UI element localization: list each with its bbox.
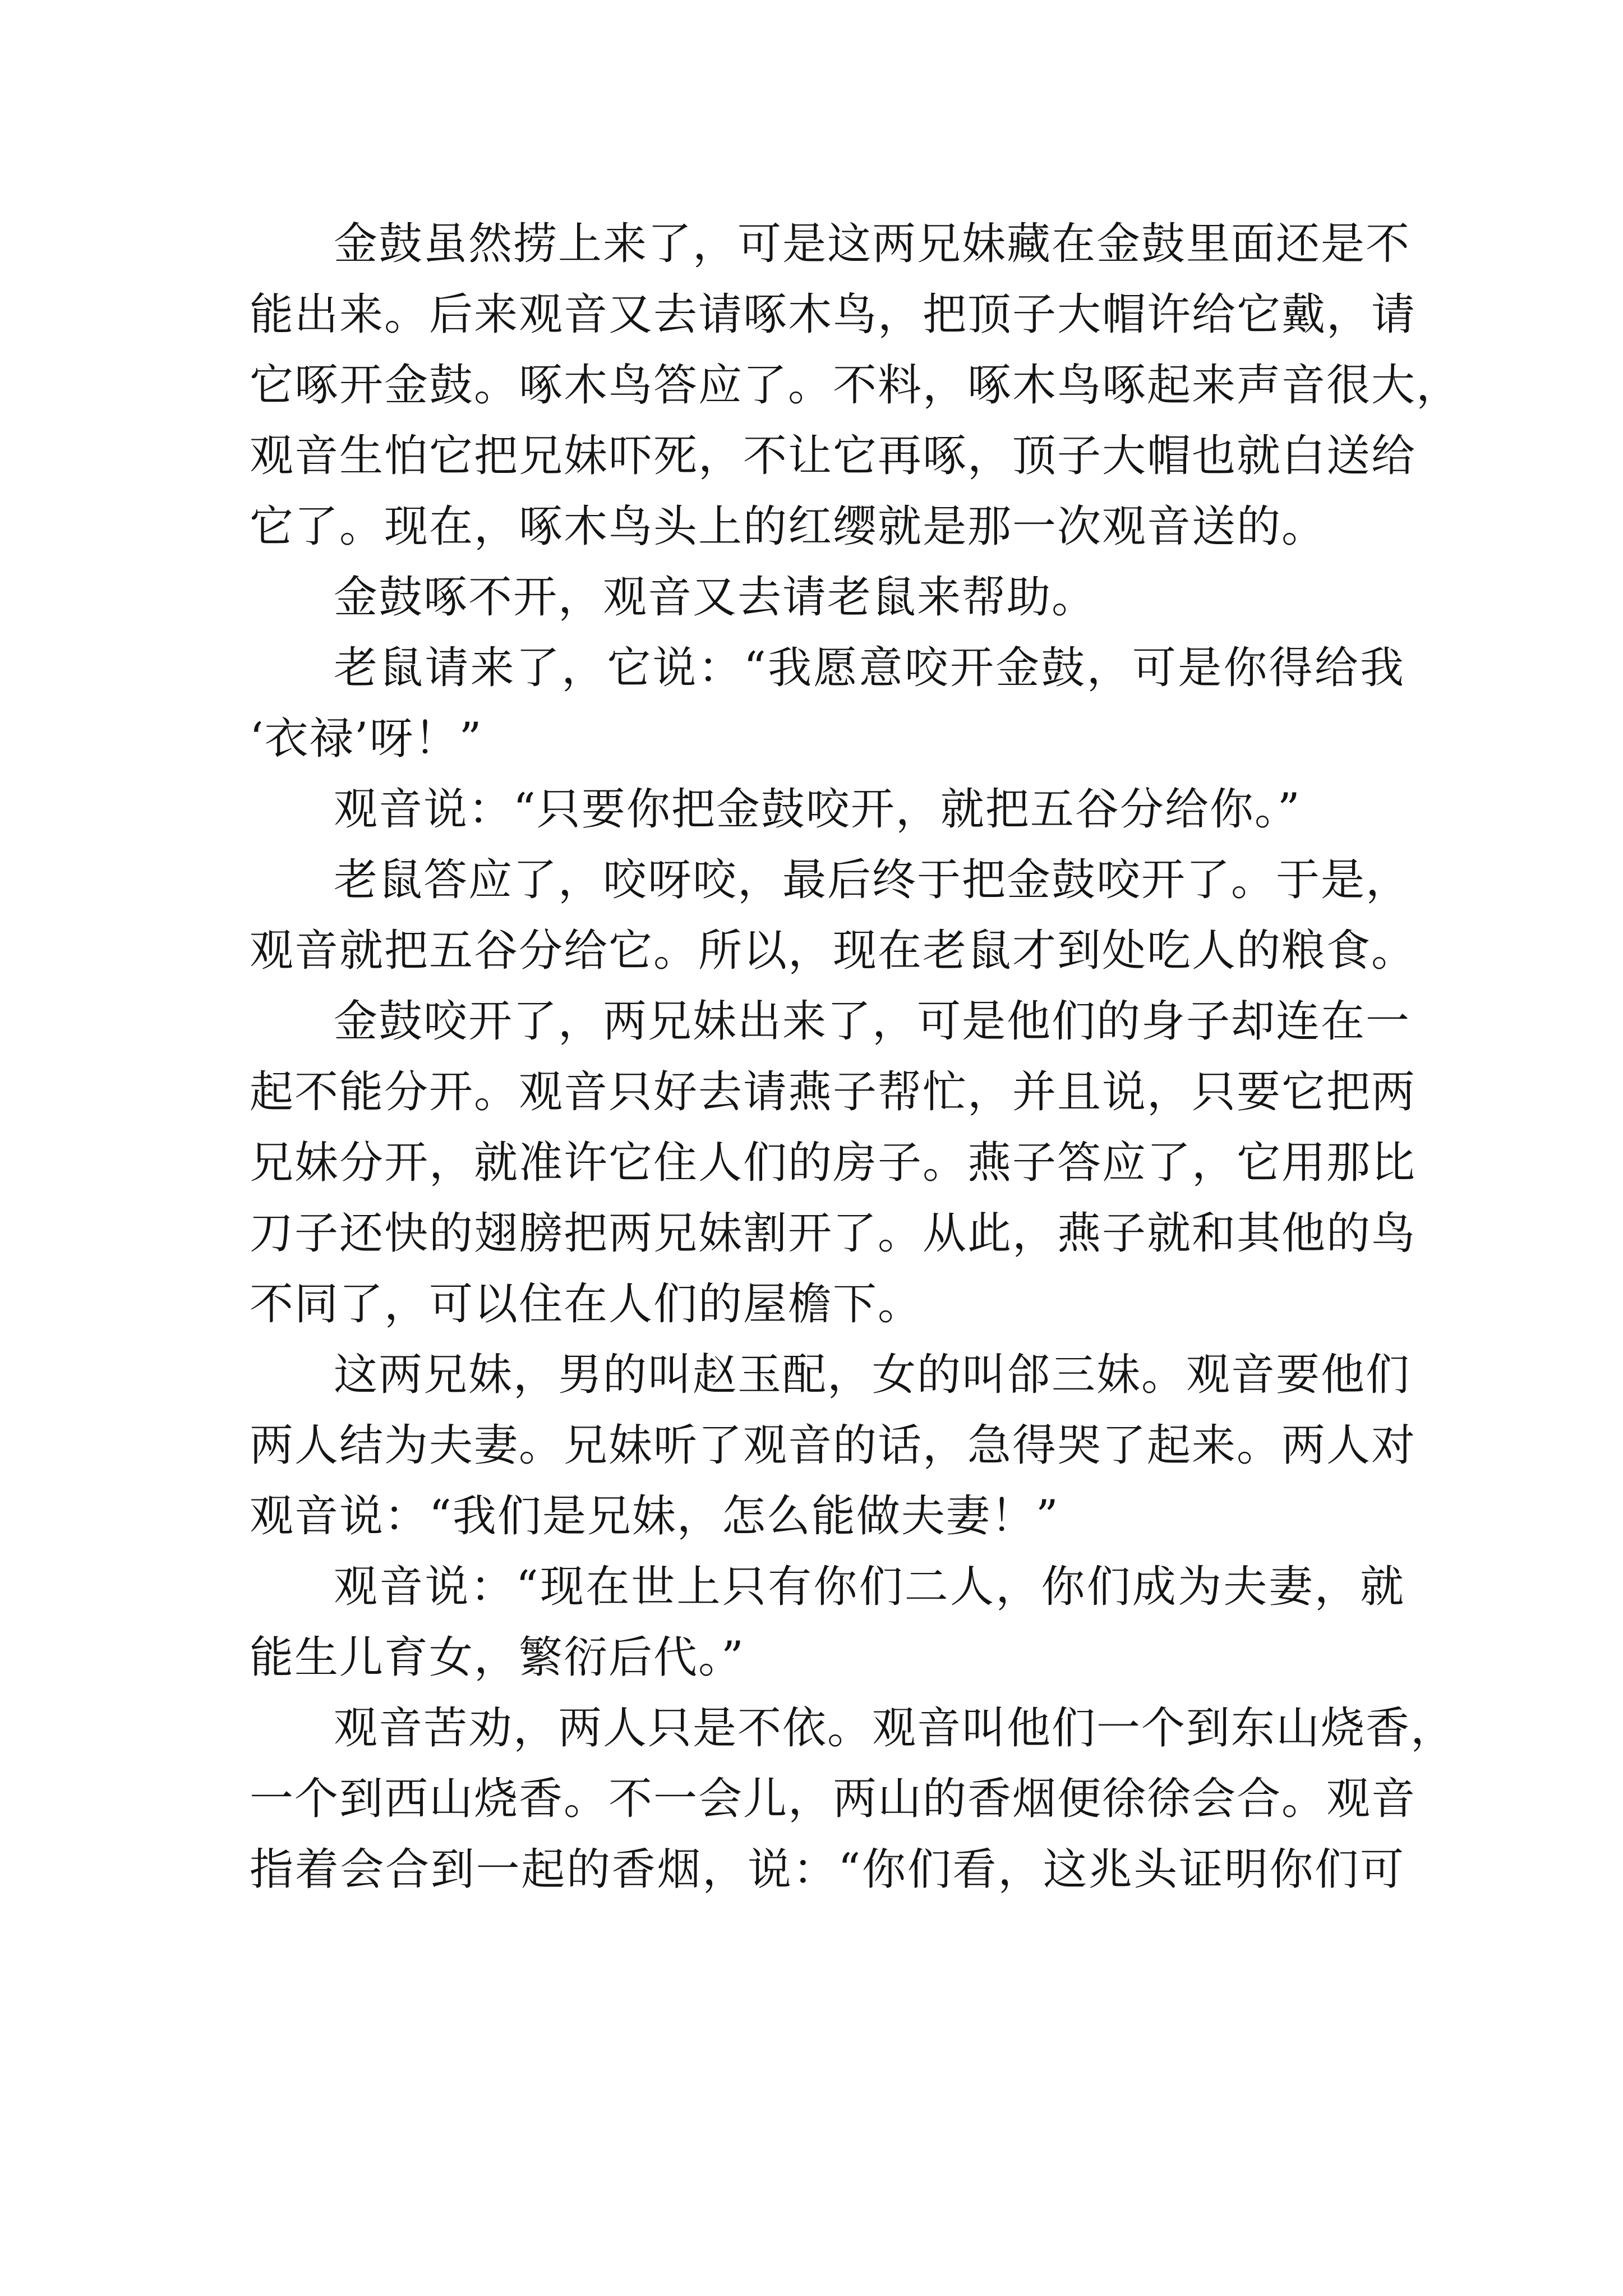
text-line: 一个到西山烧香。不一会儿，两山的香烟便徐徐会合。观音 (250, 1774, 1417, 1824)
text-line: 这两兄妹，男的叫赵玉配，女的叫郃三妹。观音要他们 (334, 1350, 1411, 1400)
text-line: 金鼓咬开了，两兄妹出来了，可是他们的身子却连在一 (334, 996, 1411, 1047)
text-line: 刀子还快的翅膀把两兄妹割开了。从此，燕子就和其他的鸟 (250, 1208, 1417, 1259)
text-line: 金鼓虽然捞上来了，可是这两兄妹藏在金鼓里面还是不 (334, 219, 1411, 269)
document-page (250, 209, 1461, 1905)
text-line: 能出来。后来观音又去请啄木鸟，把顶子大帽许给它戴，请 (250, 289, 1417, 340)
text-line: 金鼓啄不开，观音又去请老鼠来帮助。 (334, 572, 1097, 623)
text-line: 老鼠请来了，它说：“我愿意咬开金鼓，可是你得给我 (334, 643, 1405, 693)
text-line: 能生儿育女，繁衍后代。” (250, 1632, 745, 1683)
text-line: 起不能分开。观音只好去请燕子帮忙，并且说，只要它把两 (250, 1067, 1417, 1117)
text-line: 观音说：“我们是兄妹，怎么能做夫妻！” (250, 1491, 1059, 1542)
text-line: 观音生怕它把兄妹吓死，不让它再啄，顶子大帽也就白送给 (250, 431, 1417, 481)
text-line: 老鼠答应了，咬呀咬，最后终于把金鼓咬开了。于是， (334, 855, 1411, 905)
text-line: 观音说：“现在世上只有你们二人，你们成为夫妻，就 (334, 1562, 1405, 1612)
text-line: ‘衣禄’呀！” (250, 714, 483, 764)
text-line: 观音说：“只要你把金鼓咬开，就把五谷分给你。” (334, 784, 1301, 835)
text-line: 不同了，可以住在人们的屋檐下。 (250, 1279, 923, 1329)
text-line: 它啄开金鼓。啄木鸟答应了。不料，啄木鸟啄起来声音很大， (250, 360, 1461, 411)
text-line: 观音苦劝，两人只是不依。观音叫他们一个到东山烧香， (334, 1703, 1456, 1754)
text-line: 它了。现在，啄木鸟头上的红缨就是那一次观音送的。 (250, 501, 1327, 552)
text-line: 两人结为夫妻。兄妹听了观音的话，急得哭了起来。两人对 (250, 1420, 1417, 1471)
text-line: 指着会合到一起的香烟，说：“你们看，这兆头证明你们可 (250, 1844, 1405, 1895)
text-line: 观音就把五谷分给它。所以，现在老鼠才到处吃人的粮食。 (250, 926, 1417, 976)
text-line: 兄妹分开，就准许它住人们的房子。燕子答应了，它用那比 (250, 1138, 1417, 1188)
